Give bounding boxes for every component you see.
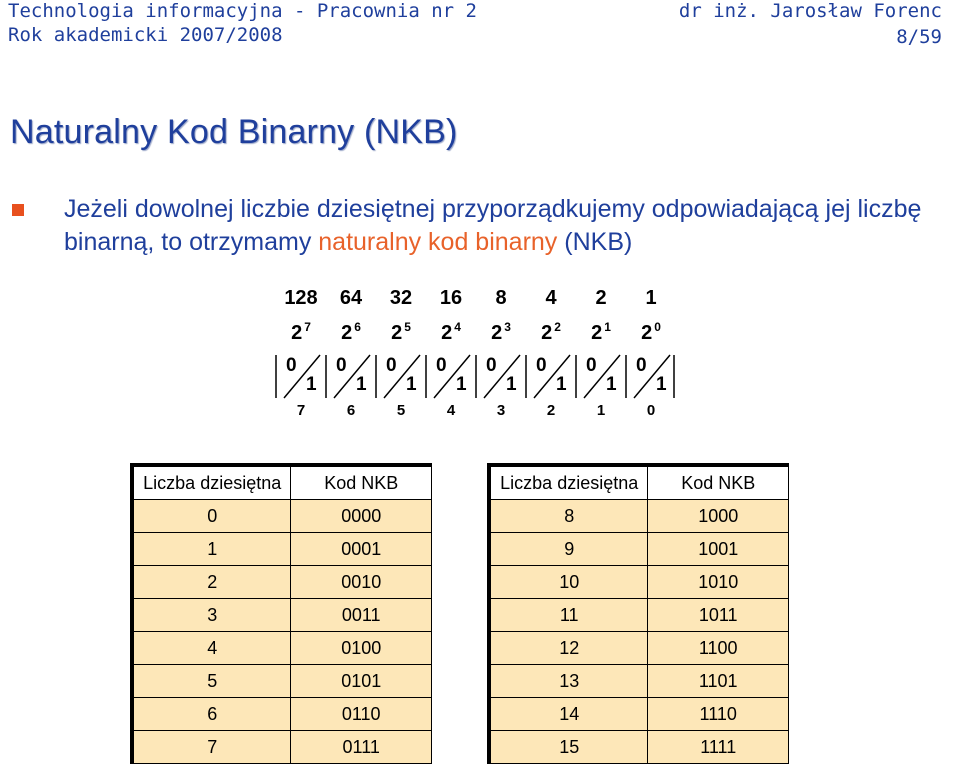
decimal-cell: 10 — [489, 566, 648, 599]
power-exponent: 6 — [354, 320, 361, 334]
bit-cell — [426, 355, 476, 398]
nkb-cell: 1000 — [648, 500, 789, 533]
weight-value: 16 — [439, 287, 463, 309]
decimal-cell: 11 — [489, 599, 648, 632]
power-exponent: 5 — [404, 320, 411, 334]
weight-value: 2 — [595, 287, 607, 309]
bit-position: 2 — [546, 402, 556, 419]
bit-cell — [626, 355, 676, 398]
table-row — [132, 533, 432, 566]
weight-value: 1 — [645, 287, 657, 309]
table-row — [132, 632, 432, 665]
decimal-cell: 9 — [489, 533, 648, 566]
nkb-cell: 0001 — [291, 533, 432, 566]
weight-value: 4 — [545, 287, 557, 309]
power-base: 2 — [491, 322, 503, 344]
decimal-cell: 1 — [132, 533, 291, 566]
nkb-cell: 1100 — [648, 632, 789, 665]
decimal-cell: 0 — [132, 500, 291, 533]
header-decimal: Liczba dziesiętna — [132, 465, 291, 500]
bit-position: 4 — [446, 402, 456, 419]
academic-year: Rok akademicki 2007/2008 — [8, 24, 283, 46]
table-row — [489, 698, 789, 731]
bit-one: 1 — [306, 374, 317, 395]
table-row — [489, 731, 789, 764]
table-row — [489, 500, 789, 533]
header-nkb: Kod NKB — [291, 465, 432, 500]
bit-position: 7 — [296, 402, 306, 419]
table-row — [489, 599, 789, 632]
table-row — [489, 665, 789, 698]
bit-cell — [526, 355, 576, 398]
decimal-cell: 13 — [489, 665, 648, 698]
nkb-cell: 0010 — [291, 566, 432, 599]
bit-zero: 0 — [586, 355, 597, 376]
table-row — [132, 698, 432, 731]
table-row — [132, 599, 432, 632]
power-base: 2 — [291, 322, 303, 344]
nkb-cell: 0110 — [291, 698, 432, 731]
table-row — [132, 665, 432, 698]
decimal-cell: 12 — [489, 632, 648, 665]
bit-one: 1 — [506, 374, 517, 395]
bit-zero: 0 — [386, 355, 397, 376]
bullet-text-before: Jeżeli dowolnej liczbie dziesiętnej przyporządkujemy odpowiadającą jej liczbę binarną, to otrzymamy — [64, 195, 922, 256]
weight-value: 128 — [284, 287, 318, 309]
header-decimal: Liczba dziesiętna — [489, 465, 648, 500]
table-row — [489, 566, 789, 599]
nkb-cell: 1111 — [648, 731, 789, 764]
nkb-table-right — [487, 463, 789, 764]
nkb-table-left — [130, 463, 432, 764]
table-row — [489, 632, 789, 665]
bit-zero: 0 — [636, 355, 647, 376]
bit-position: 1 — [596, 402, 606, 419]
nkb-cell: 0100 — [291, 632, 432, 665]
bit-one: 1 — [656, 374, 667, 395]
table-row — [132, 566, 432, 599]
decimal-cell: 5 — [132, 665, 291, 698]
bit-zero: 0 — [536, 355, 547, 376]
nkb-cell: 0000 — [291, 500, 432, 533]
decimal-cell: 4 — [132, 632, 291, 665]
bit-position: 5 — [396, 402, 406, 419]
bit-zero: 0 — [436, 355, 447, 376]
power-exponent: 3 — [504, 320, 511, 334]
bullet-text-after: (NKB) — [557, 228, 633, 256]
decimal-cell: 8 — [489, 500, 648, 533]
bit-cell — [376, 355, 426, 398]
nkb-cell: 1001 — [648, 533, 789, 566]
decimal-cell: 7 — [132, 731, 291, 764]
decimal-cell: 14 — [489, 698, 648, 731]
nkb-cell: 1011 — [648, 599, 789, 632]
nkb-cell: 1101 — [648, 665, 789, 698]
page-number: 8/59 — [896, 26, 942, 48]
table-row — [132, 731, 432, 764]
bit-cell — [476, 355, 526, 398]
decimal-cell: 6 — [132, 698, 291, 731]
nkb-cell: 0011 — [291, 599, 432, 632]
author: dr inż. Jarosław Forenc — [678, 0, 942, 22]
weight-value: 8 — [495, 287, 507, 309]
bit-cell — [576, 355, 626, 398]
header-nkb: Kod NKB — [648, 465, 789, 500]
decimal-cell: 3 — [132, 599, 291, 632]
table-row — [132, 500, 432, 533]
bit-one: 1 — [356, 374, 367, 395]
decimal-cell: 2 — [132, 566, 291, 599]
bullet-highlight: naturalny kod binarny — [318, 228, 558, 256]
nkb-cell: 0111 — [291, 731, 432, 764]
power-exponent: 0 — [654, 320, 661, 334]
weight-value: 32 — [389, 287, 413, 309]
bit-position: 3 — [496, 402, 506, 419]
bit-one: 1 — [406, 374, 417, 395]
power-base: 2 — [441, 322, 453, 344]
slide-title: Naturalny Kod Binarny (NKB) — [10, 113, 458, 151]
bit-zero: 0 — [486, 355, 497, 376]
power-exponent: 2 — [554, 320, 561, 334]
power-base: 2 — [341, 322, 353, 344]
nkb-cell: 0101 — [291, 665, 432, 698]
bit-zero: 0 — [286, 355, 297, 376]
power-base: 2 — [641, 322, 653, 344]
power-exponent: 1 — [604, 320, 611, 334]
decimal-cell: 15 — [489, 731, 648, 764]
table-row — [489, 533, 789, 566]
bit-position: 0 — [646, 402, 656, 419]
bit-cell — [276, 355, 326, 398]
bit-zero: 0 — [336, 355, 347, 376]
power-base: 2 — [591, 322, 603, 344]
power-base: 2 — [541, 322, 553, 344]
power-exponent: 7 — [304, 320, 311, 334]
power-base: 2 — [391, 322, 403, 344]
weight-value: 64 — [339, 287, 363, 309]
bit-one: 1 — [556, 374, 567, 395]
bit-one: 1 — [456, 374, 467, 395]
course-title: Technologia informacyjna - Pracownia nr 2 — [8, 0, 477, 22]
bit-cell — [326, 355, 376, 398]
nkb-cell: 1010 — [648, 566, 789, 599]
power-exponent: 4 — [454, 320, 461, 334]
nkb-cell: 1110 — [648, 698, 789, 731]
bit-one: 1 — [606, 374, 617, 395]
bit-position: 6 — [346, 402, 356, 419]
